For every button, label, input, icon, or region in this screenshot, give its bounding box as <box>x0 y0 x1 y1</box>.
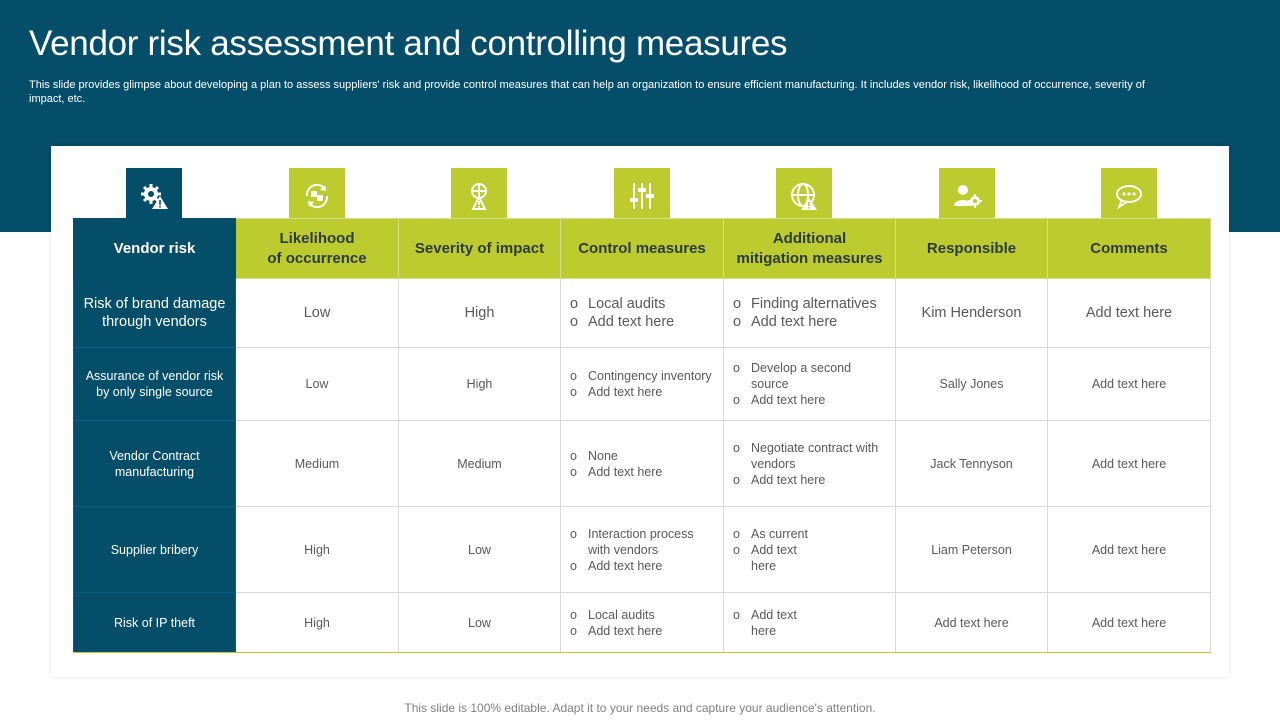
row-header: Risk of IP theft <box>74 593 236 653</box>
list-item: o Develop a second source <box>733 360 887 392</box>
comments-cell: Add text here <box>1048 421 1211 507</box>
list-item: o Add text here <box>733 472 887 488</box>
crisis-alert-icon <box>451 168 507 224</box>
list-item: o Add text here <box>570 384 715 400</box>
comments-cell: Add text here <box>1048 593 1211 653</box>
list-item: o Local audits <box>570 607 715 623</box>
list-item: o Add text here <box>733 607 811 639</box>
row-header: Risk of brand damage through vendors <box>74 279 236 348</box>
comments-cell: Add text here <box>1048 507 1211 593</box>
col-header-likelihood: Likelihood of occurrence <box>236 219 399 279</box>
col-header-mitigation: Additional mitigation measures <box>724 219 896 279</box>
severity-cell: High <box>399 279 561 348</box>
gear-warning-icon <box>126 168 182 224</box>
mitigation-cell <box>724 507 896 593</box>
mitigation-cell <box>724 421 896 507</box>
likelihood-cell: Low <box>236 348 399 421</box>
comments-cell: Add text here <box>1048 279 1211 348</box>
list-item: o Add text here <box>733 542 811 574</box>
col-header-responsible: Responsible <box>896 219 1048 279</box>
severity-cell: Medium <box>399 421 561 507</box>
col-header-vendor-risk: Vendor risk <box>74 219 236 279</box>
chat-bubble-icon <box>1101 168 1157 224</box>
list-item: o Add text here <box>733 392 887 408</box>
control-cell <box>561 279 724 348</box>
page-title: Vendor risk assessment and controlling measures <box>29 24 788 63</box>
list-item: o Local audits <box>570 295 715 313</box>
footer-note: This slide is 100% editable. Adapt it to your needs and capture your audience's attention. <box>404 701 876 715</box>
header-row <box>74 219 1211 279</box>
list-item: o As current <box>733 526 887 542</box>
list-item: o Add text here <box>570 623 715 639</box>
responsible-cell: Jack Tennyson <box>896 421 1048 507</box>
table-row <box>74 593 1211 653</box>
list-item: o Finding alternatives <box>733 295 887 313</box>
list-item: o Add text here <box>570 464 715 480</box>
row-header: Supplier bribery <box>74 507 236 593</box>
control-cell <box>561 348 724 421</box>
row-header: Vendor Contract manufacturing <box>74 421 236 507</box>
likelihood-cell: High <box>236 507 399 593</box>
control-cell <box>561 421 724 507</box>
control-cell <box>561 507 724 593</box>
col-header-control: Control measures <box>561 219 724 279</box>
severity-cell: Low <box>399 507 561 593</box>
severity-cell: Low <box>399 593 561 653</box>
list-item: o None <box>570 448 715 464</box>
severity-cell: High <box>399 348 561 421</box>
col-header-severity: Severity of impact <box>399 219 561 279</box>
control-sliders-icon <box>614 168 670 224</box>
vendor-risk-table <box>73 218 1211 653</box>
table-row <box>74 279 1211 348</box>
list-item: o Interaction process with vendors <box>570 526 715 558</box>
responsible-cell: Add text here <box>896 593 1048 653</box>
list-item: o Contingency inventory <box>570 368 715 384</box>
responsible-cell: Sally Jones <box>896 348 1048 421</box>
responsible-cell: Liam Peterson <box>896 507 1048 593</box>
likelihood-cell: Low <box>236 279 399 348</box>
list-item: o Add text here <box>570 558 715 574</box>
table-row <box>74 348 1211 421</box>
control-cell <box>561 593 724 653</box>
row-header: Assurance of vendor risk by only single source <box>74 348 236 421</box>
page-subtitle: This slide provides glimpse about developing a plan to assess suppliers' risk and provide control measures that can help an organization to ensure efficient manufacturing. It includes vendor risk, likelihood of occurrence, severity of impact, etc. <box>29 79 1145 105</box>
mitigation-cell <box>724 348 896 421</box>
comments-cell: Add text here <box>1048 348 1211 421</box>
list-item: o Negotiate contract with vendors <box>733 440 887 472</box>
mitigation-cell <box>724 593 896 653</box>
table-row <box>74 507 1211 593</box>
dice-refresh-icon <box>289 168 345 224</box>
list-item: o Add text here <box>570 313 715 331</box>
users-gear-icon <box>939 168 995 224</box>
likelihood-cell: Medium <box>236 421 399 507</box>
col-header-comments: Comments <box>1048 219 1211 279</box>
table-row <box>74 421 1211 507</box>
likelihood-cell: High <box>236 593 399 653</box>
list-item: o Add text here <box>733 313 887 331</box>
globe-warning-icon <box>776 168 832 224</box>
responsible-cell: Kim Henderson <box>896 279 1048 348</box>
mitigation-cell <box>724 279 896 348</box>
